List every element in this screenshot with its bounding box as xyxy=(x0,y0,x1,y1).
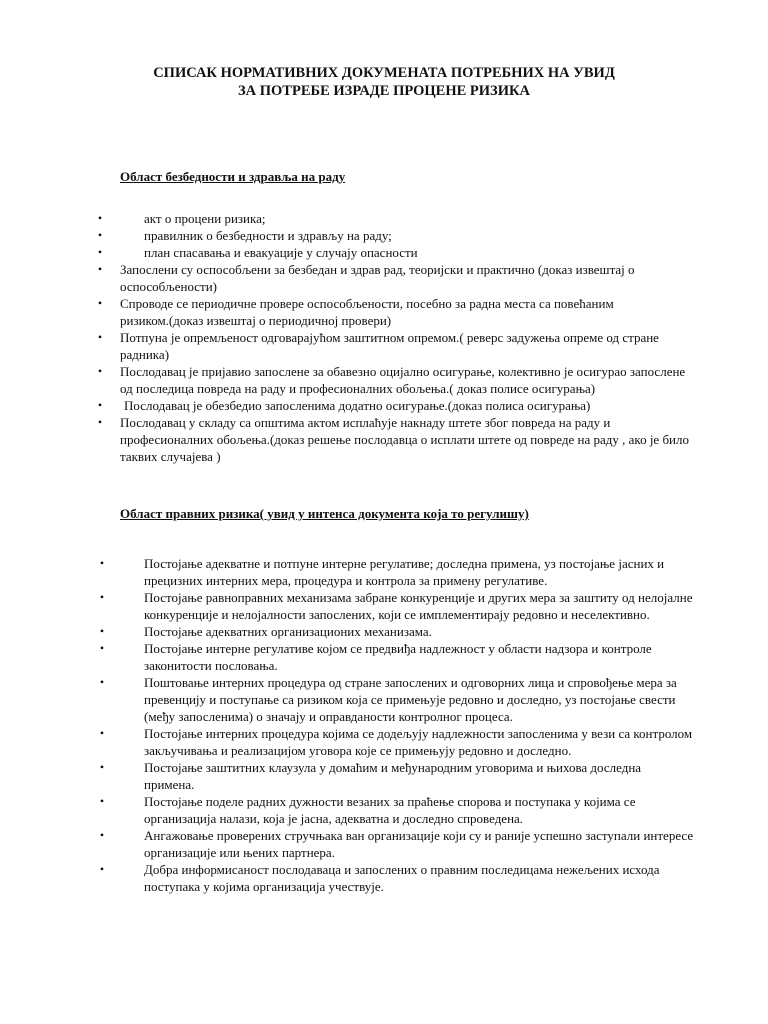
bullet-icon: • xyxy=(97,262,103,276)
bullet-icon: • xyxy=(99,590,105,604)
bullet-icon: • xyxy=(97,245,103,259)
bullet-icon: • xyxy=(97,228,103,242)
bullet-icon: • xyxy=(97,364,103,378)
list-item: • Запослени су оспособљени за безбедан и здрав рад, теоријски и практично (доказ извештај о оспособљености) xyxy=(0,261,705,295)
bullet-icon: • xyxy=(97,330,103,344)
bullet-icon: • xyxy=(99,641,105,655)
bullet-icon: • xyxy=(99,828,105,842)
list-item: • Добра информисаност послодаваца и запослених о правним последицама нежељених исхода поступака у којима организација учествује. xyxy=(0,861,704,895)
title-line-2: ЗА ПОТРЕБЕ ИЗРАДЕ ПРОЦЕНЕ РИЗИКА xyxy=(238,83,530,99)
list-item: • план спасавања и евакуације у случају опасности xyxy=(0,244,705,261)
bullet-icon: • xyxy=(99,794,105,808)
list-item: • Спроводе се периодичне провере оспособљености, посебно за радна места са повећаним ризиком.(доказ извештај о периодичној провери) xyxy=(0,295,705,329)
list-item: • правилник о безбедности и здрављу на раду; xyxy=(0,227,705,244)
section-heading-legal: Област правних ризика( увид у интенса документа која то регулишу) xyxy=(120,506,529,521)
bullet-icon: • xyxy=(97,211,103,225)
bullet-icon: • xyxy=(97,296,103,310)
list-item: • Постојање поделе радних дужности везаних за праћење спорова и поступака у којима се организација налази, која је јасна, адекватна и доследно спроведена. xyxy=(0,793,704,827)
list-item: • Послодавац у складу са општима актом исплаћује накнаду штете због повреда на раду и професионалних обољења.(доказ решење послодавца о исплати штете од повреде на раду , ако је било таквих случајева ) xyxy=(0,414,705,465)
list-item: • Постојање интерне регулативе којом се предвиђа надлежност у области надзора и контроле законитости пословања. xyxy=(0,640,704,674)
bullet-icon: • xyxy=(97,415,103,429)
list-item: • Постојање заштитних клаузула у домаћим и међународним уговорима и њихова доследна примена. xyxy=(0,759,704,793)
list-item: • Послодавац је пријавио запослене за обавезно оцијално осигурање, колективно је осигурао запослене од последица повреда на раду и професионалних обољења.( доказ полисе осигурања) xyxy=(0,363,705,397)
list-item: • Поштовање интерних процедура од стране запослених и одговорних лица и спровођење мера за превенцију и поступање са ризиком која се примењује редовно и доследно, уз постојање свести (међу запосленима) о значају и оправданости контролног процеса. xyxy=(0,674,704,725)
bullet-icon: • xyxy=(99,675,105,689)
safety-documents-list xyxy=(0,210,768,465)
bullet-icon: • xyxy=(99,862,105,876)
bullet-icon: • xyxy=(99,760,105,774)
list-item: • Постојање интерних процедура којима се додељују надлежности запосленима у вези са контролом закључивања и реализацијом уговора које се примењују редовно и доследно. xyxy=(0,725,704,759)
section-heading-safety: Област безбедности и здравља на раду xyxy=(120,169,346,184)
bullet-icon: • xyxy=(99,624,105,638)
title-line-1: СПИСАК НОРМАТИВНИХ ДОКУМЕНАТА ПОТРЕБНИХ НА УВИД xyxy=(153,65,615,81)
bullet-icon: • xyxy=(97,398,103,412)
list-item: • Потпуна је опремљеност одговарајућом заштитном опремом.( реверс задужења опреме од стране радника) xyxy=(0,329,705,363)
list-item: • Ангажовање проверених стручњака ван организације који су и раније успешно заступали интересе организације или њених партнера. xyxy=(0,827,704,861)
list-item: • акт о процени ризика; xyxy=(0,210,705,227)
legal-risks-list xyxy=(0,555,768,895)
list-item: • Послодавац је обезбедио запосленима додатно осигурање.(доказ полиса осигурања) xyxy=(0,397,705,414)
list-item: • Постојање адекватне и потпуне интерне регулативе; доследна примена, уз постојање јасних и прецизних интерних мера, процедура и контрола за примену регулативе. xyxy=(0,555,704,589)
document-title xyxy=(0,64,768,100)
list-item: • Постојање равноправних механизама забране конкуренције и других мера за заштиту од нелојалне конкуренције и нелојалности запослених, који се имплементирају редовно и неселективно. xyxy=(0,589,704,623)
bullet-icon: • xyxy=(99,556,105,570)
bullet-icon: • xyxy=(99,726,105,740)
list-item: • Постојање адекватних организационих механизама. xyxy=(0,623,704,640)
